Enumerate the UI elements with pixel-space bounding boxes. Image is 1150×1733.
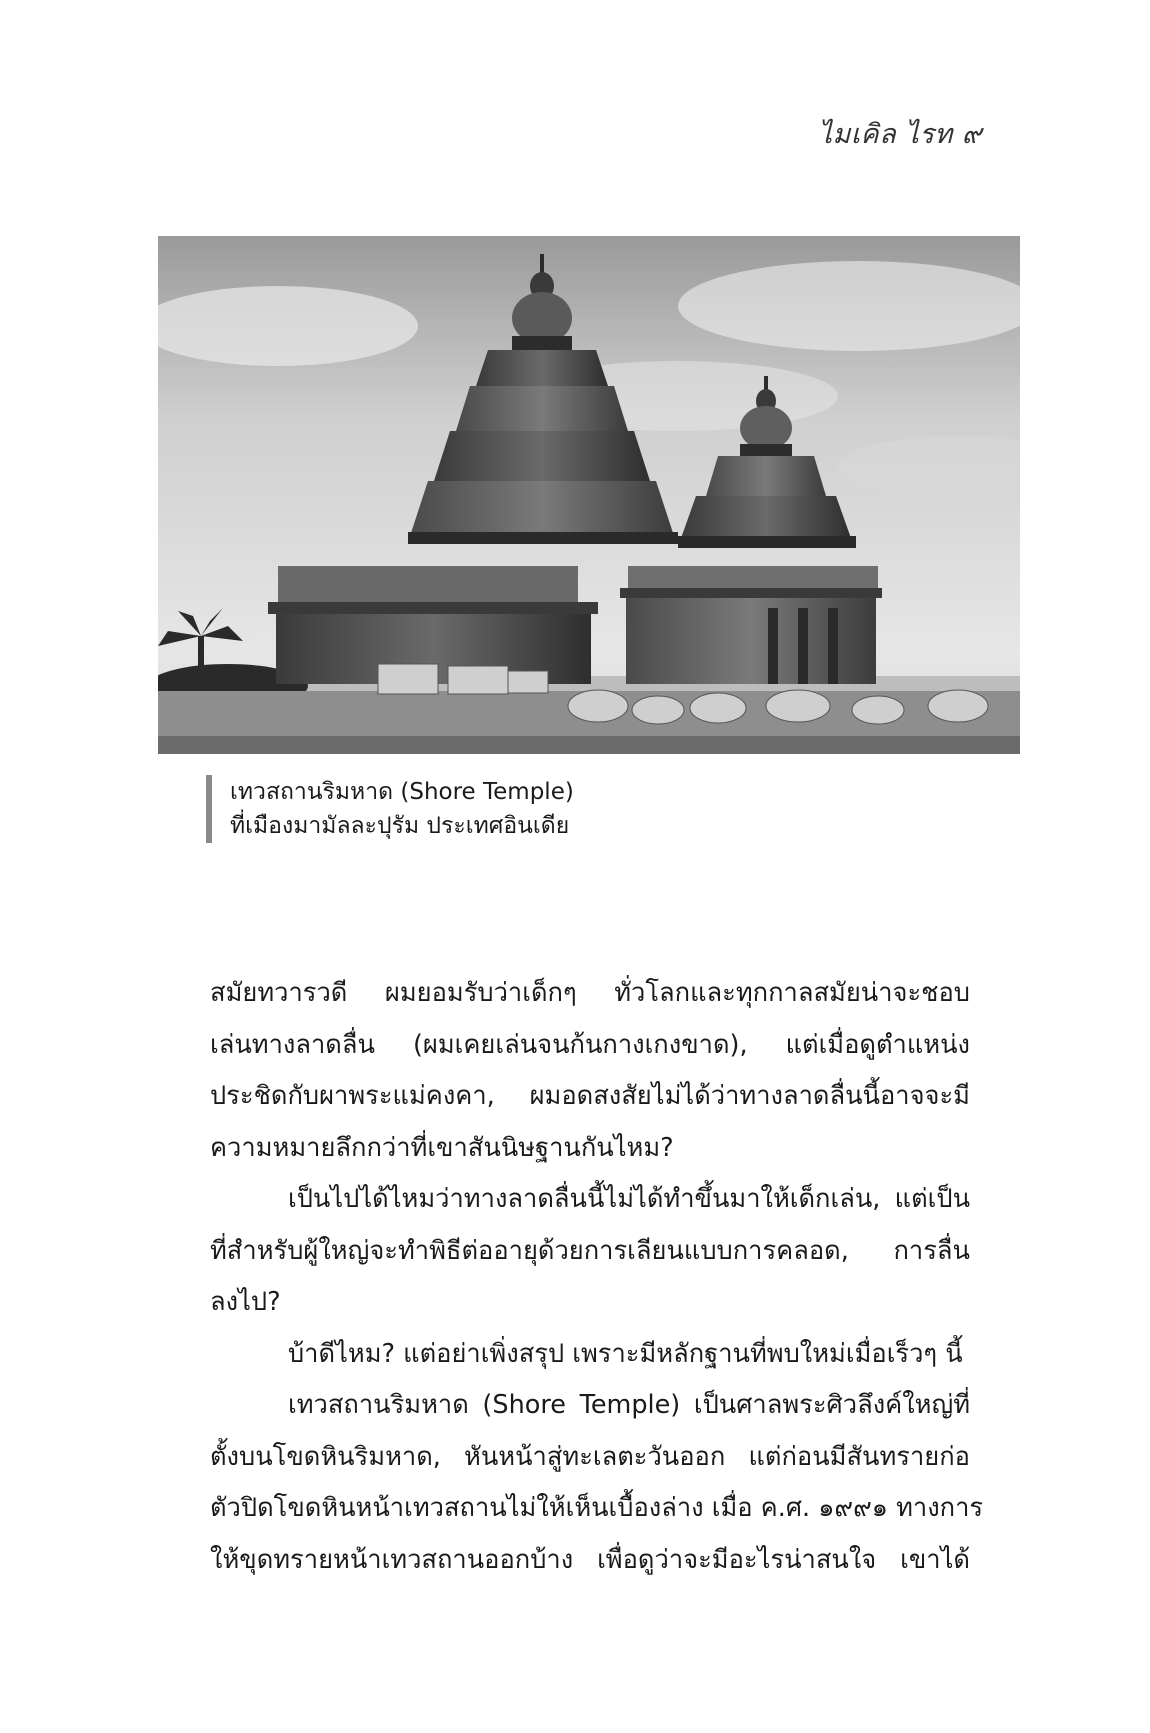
- body-line: สมัยทวารวดี ผมยอมรับว่าเด็กๆ ทั่วโลกและทุกกาลสมัยน่าจะชอบ: [210, 978, 970, 1008]
- body-line: ลงไป?: [210, 1287, 281, 1317]
- body-line: บ้าดีไหม? แต่อย่าเพิ่งสรุป เพราะมีหลักฐานที่พบใหม่เมื่อเร็วๆ นี้: [288, 1338, 963, 1369]
- body-text: [210, 968, 984, 1586]
- body-line: ที่สำหรับผู้ใหญ่จะทำพิธีต่ออายุด้วยการเลียนแบบการคลอด, การลื่น: [210, 1235, 970, 1266]
- body-line: เทวสถานริมหาด (Shore Temple) เป็นศาลพระศิวลึงค์ใหญ่ที่: [288, 1390, 970, 1420]
- shore-temple-photo: [158, 236, 1020, 754]
- body-line: ตัวปิดโขดหินหน้าเทวสถานไม่ให้เห็นเบื้องล่าง เมื่อ ค.ศ. ๑๙๙๑ ทางการ: [210, 1493, 984, 1523]
- body-line: ตั้งบนโขดหินริมหาด, หันหน้าสู่ทะเลตะวันออก แต่ก่อนมีสันทรายก่อ: [210, 1441, 970, 1472]
- body-line: ประชิดกับผาพระแม่คงคา, ผมอดสงสัยไม่ได้ว่าทางลาดลื่นนี้อาจจะมี: [210, 1081, 970, 1111]
- running-header: ไมเคิล ไรท ๙: [818, 119, 982, 150]
- caption-line: เทวสถานริมหาด (Shore Temple): [230, 779, 574, 805]
- caption-line: ที่เมืองมามัลละปุรัม ประเทศอินเดีย: [230, 813, 570, 839]
- body-line: เป็นไปได้ไหมว่าทางลาดลื่นนี้ไม่ได้ทำขึ้นมาให้เด็กเล่น, แต่เป็น: [288, 1184, 970, 1214]
- body-line: ความหมายลึกกว่าที่เขาสันนิษฐานกันไหม?: [210, 1132, 674, 1163]
- body-line: ให้ขุดทรายหน้าเทวสถานออกบ้าง เพื่อดูว่าจะมีอะไรน่าสนใจ เขาได้: [210, 1544, 970, 1575]
- figure-caption: [206, 775, 574, 843]
- body-line: เล่นทางลาดลื่น (ผมเคยเล่นจนก้นกางเกงขาด), แต่เมื่อดูตำแหน่ง: [210, 1029, 970, 1060]
